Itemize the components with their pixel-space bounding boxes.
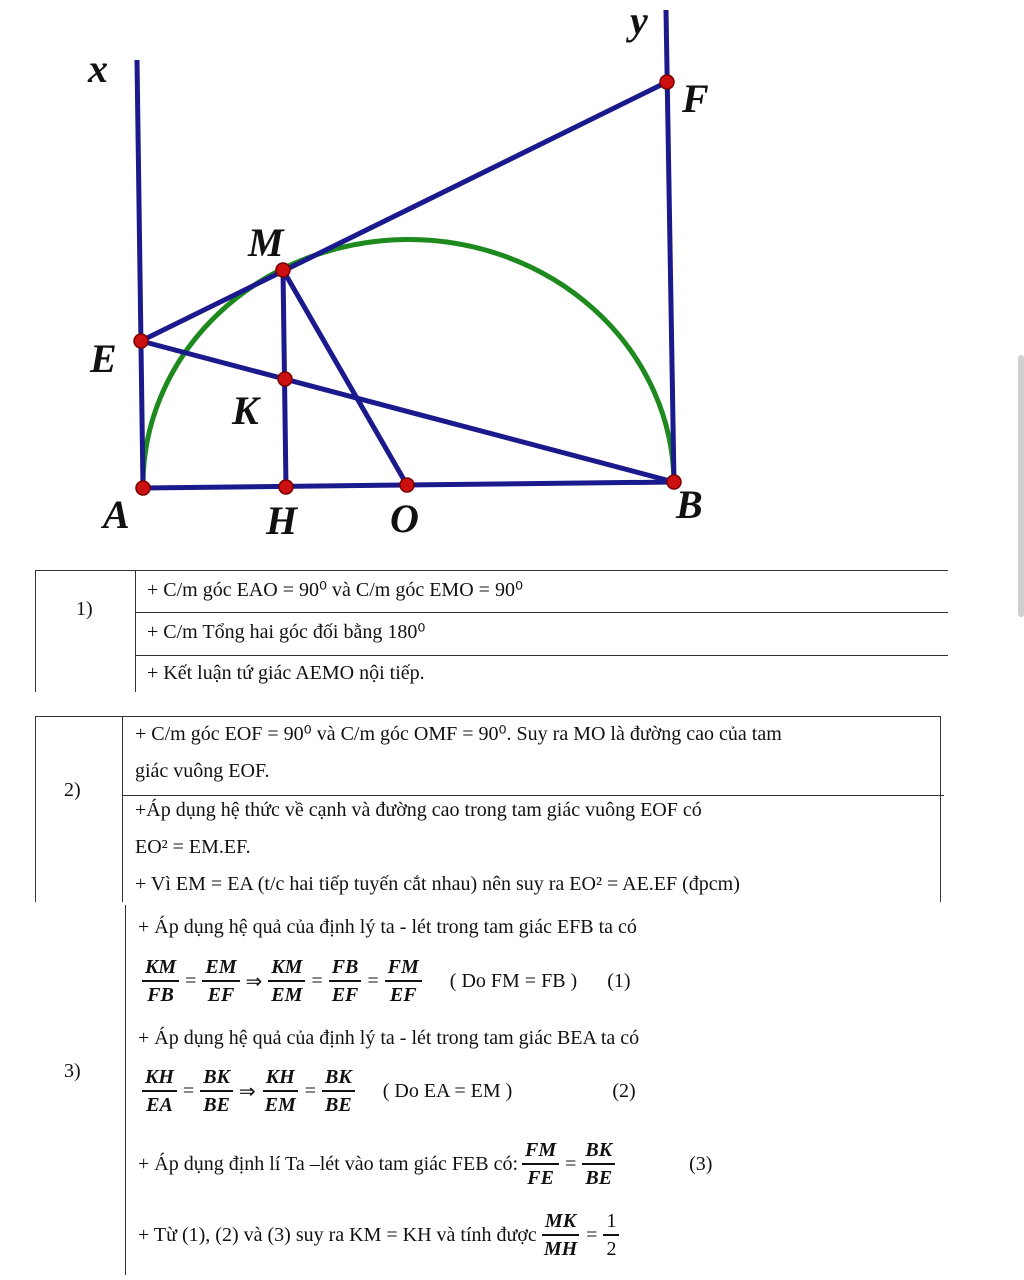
eq2-f4-num: BK — [322, 1064, 355, 1092]
eq1-f1-num: KM — [142, 954, 179, 982]
geometry-figure — [0, 0, 1024, 545]
point-f — [660, 75, 674, 89]
eq1-f2-den: EF — [207, 984, 235, 1006]
label-a: A — [103, 492, 130, 537]
equation-4-line: + Từ (1), (2) và (3) suy ra KM = KH và tính được $\frac{MK}{MH}$ = $\frac{1}{2}$ — [138, 1208, 623, 1262]
equation-1: $\frac{KM}{FB}$ = $\frac{EM}{EF}$ ⇒ $\frac{KM}{EM}$ = $\frac{FB}{EF}$ = $\frac{FM}{EF}$ ( Do FM = FB ) (1) — [138, 954, 631, 1008]
eq4-result-num: 1 — [603, 1208, 619, 1236]
eq1-f5-den: EF — [389, 984, 417, 1006]
eq3-tag: (3) — [689, 1152, 713, 1175]
eq2-f1-den: EA — [146, 1094, 173, 1116]
part1-row-3: + Kết luận tứ giác AEMO nội tiếp. — [147, 662, 425, 684]
eq2-f1-num: KH — [142, 1064, 177, 1092]
part2-row1-line1: + C/m góc EOF = 90⁰ và C/m góc OMF = 90⁰. Suy ra MO là đường cao của tam — [135, 723, 782, 745]
part1-row-2: + C/m Tổng hai góc đối bằng 180⁰ — [147, 621, 426, 643]
eq2-note: ( Do EA = EM ) — [382, 1079, 513, 1102]
eq3-f1-den: FE — [527, 1167, 554, 1189]
part2-row2-line3: + Vì EM = EA (t/c hai tiếp tuyến cắt nhau) nên suy ra EO² = AE.EF (đpcm) — [135, 873, 740, 895]
ray-ax — [137, 60, 143, 488]
eq2-tag: (2) — [612, 1079, 636, 1102]
eq1-f4-den: EF — [331, 984, 359, 1006]
part2-row2-line2: EO² = EM.EF. — [135, 836, 251, 858]
eq1-f2-num: EM — [202, 954, 239, 982]
equation-3-line: + Áp dụng định lí Ta –lét vào tam giác FEB có: $\frac{FM}{FE}$ = $\frac{BK}{BE}$ (3) — [138, 1139, 713, 1189]
eq3-f2-num: BK — [582, 1137, 615, 1165]
eq1-f5-num: FM — [385, 954, 422, 982]
scrollbar[interactable] — [1018, 355, 1024, 617]
segment-eb — [141, 341, 674, 482]
equation-2: $\frac{KH}{EA}$ = $\frac{BK}{BE}$ ⇒ $\frac{KH}{EM}$ = $\frac{BK}{BE}$ ( Do EA = EM ) (2) — [138, 1064, 636, 1118]
label-f: F — [682, 76, 709, 121]
eq1-f3-den: EM — [271, 984, 303, 1006]
eq4-frac-den: MH — [543, 1238, 578, 1260]
part1-row-1: + C/m góc EAO = 90⁰ và C/m góc EMO = 90⁰ — [147, 579, 523, 601]
label-k: K — [232, 388, 259, 433]
label-y: y — [630, 0, 648, 43]
part3-line2: + Áp dụng hệ quả của định lý ta - lét trong tam giác BEA ta có — [138, 1027, 640, 1049]
eq2-f3-den: EM — [264, 1094, 296, 1116]
part3-line3: + Áp dụng định lí Ta –lét vào tam giác FEB có: — [138, 1152, 519, 1175]
part2-row2-line1: +Áp dụng hệ thức về cạnh và đường cao trong tam giác vuông EOF có — [135, 799, 702, 821]
eq3-f1-num: FM — [522, 1137, 559, 1165]
point-h — [279, 480, 293, 494]
part2-row1-line2: giác vuông EOF. — [135, 760, 270, 782]
part3-line1: + Áp dụng hệ quả của định lý ta - lét trong tam giác EFB ta có — [138, 916, 637, 938]
eq1-f3-num: KM — [268, 954, 305, 982]
point-e — [134, 334, 148, 348]
segment-mo — [283, 270, 407, 485]
label-e: E — [90, 336, 117, 381]
eq2-f2-num: BK — [200, 1064, 233, 1092]
point-o — [400, 478, 414, 492]
eq1-note: ( Do FM = FB ) — [449, 969, 578, 992]
part2-number: 2) — [64, 779, 81, 801]
label-x: x — [88, 46, 108, 91]
label-m: M — [248, 220, 284, 265]
point-k — [278, 372, 292, 386]
part3-number: 3) — [64, 1060, 81, 1082]
eq1-tag: (1) — [607, 969, 631, 992]
eq1-f1-den: FB — [147, 984, 174, 1006]
eq2-f3-num: KH — [263, 1064, 298, 1092]
point-m — [276, 263, 290, 277]
label-h: H — [266, 498, 298, 543]
label-o: O — [390, 496, 419, 541]
part3-line4: + Từ (1), (2) và (3) suy ra KM = KH và tính được — [138, 1223, 537, 1246]
eq2-f4-den: BE — [325, 1094, 352, 1116]
eq1-f4-num: FB — [329, 954, 362, 982]
point-a — [136, 481, 150, 495]
eq4-frac-num: MK — [542, 1208, 579, 1236]
part1-number: 1) — [76, 598, 93, 620]
eq4-result-den: 2 — [606, 1238, 617, 1260]
eq2-f2-den: BE — [203, 1094, 230, 1116]
label-b: B — [676, 482, 703, 527]
eq3-f2-den: BE — [585, 1167, 613, 1189]
